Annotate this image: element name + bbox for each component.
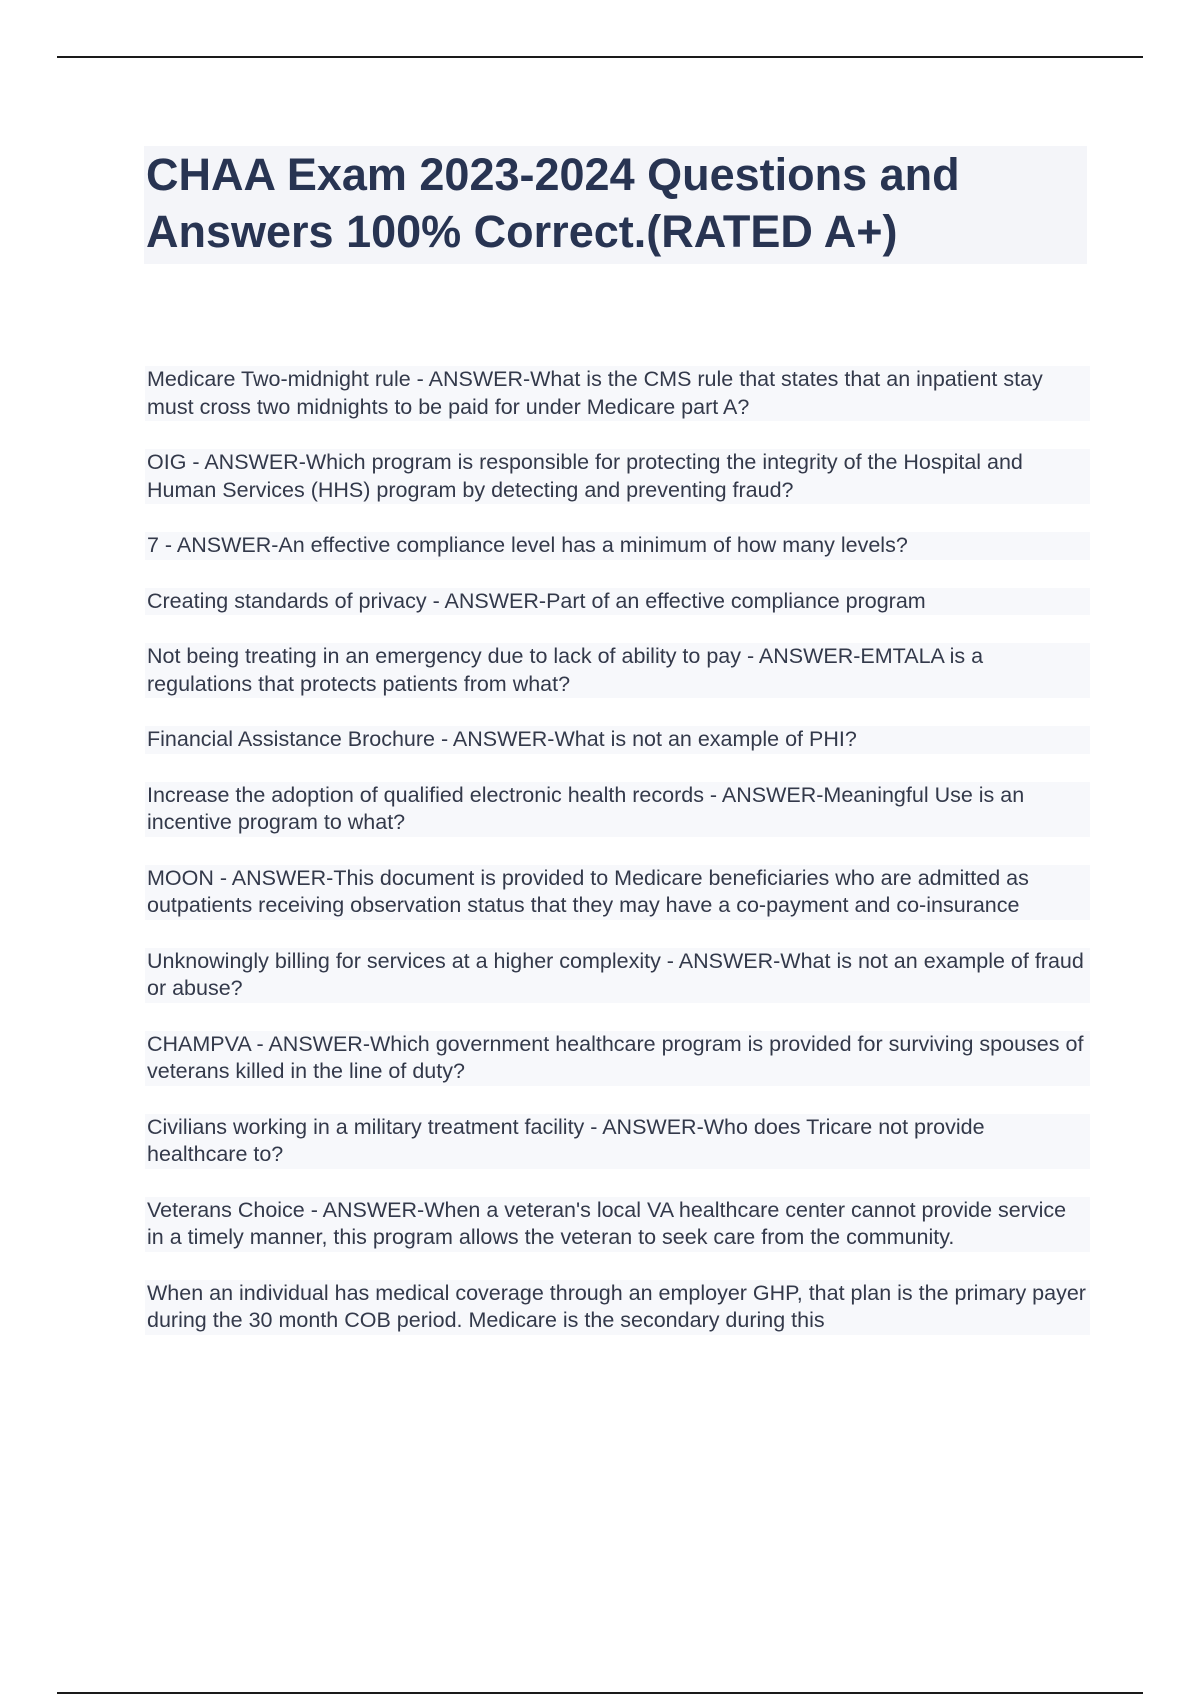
qa-item: When an individual has medical coverage through an employer GHP, that plan is the primary payer during the 30 month COB period. Medicare is the secondary during this xyxy=(145,1280,1090,1335)
qa-item: Civilians working in a military treatment facility - ANSWER-Who does Tricare not provide healthcare to? xyxy=(145,1114,1090,1169)
qa-item: Creating standards of privacy - ANSWER-Part of an effective compliance program xyxy=(145,588,1090,616)
qa-item: Unknowingly billing for services at a higher complexity - ANSWER-What is not an example of fraud or abuse? xyxy=(145,948,1090,1003)
qa-item: Veterans Choice - ANSWER-When a veteran's local VA healthcare center cannot provide service in a timely manner, this program allows the veteran to seek care from the community. xyxy=(145,1197,1090,1252)
document-title: CHAA Exam 2023-2024 Questions and Answers 100% Correct.(RATED A+) xyxy=(146,149,960,257)
qa-item: OIG - ANSWER-Which program is responsible for protecting the integrity of the Hospital and Human Services (HHS) program by detecting and preventing fraud? xyxy=(145,449,1090,504)
qa-item: 7 - ANSWER-An effective compliance level has a minimum of how many levels? xyxy=(145,532,1090,560)
qa-item: CHAMPVA - ANSWER-Which government healthcare program is provided for surviving spouses of veterans killed in the line of duty? xyxy=(145,1031,1090,1086)
qa-item: Financial Assistance Brochure - ANSWER-What is not an example of PHI? xyxy=(145,726,1090,754)
header-rule xyxy=(57,56,1143,58)
qa-item: Medicare Two-midnight rule - ANSWER-What is the CMS rule that states that an inpatient stay must cross two midnights to be paid for under Medicare part A? xyxy=(145,366,1090,421)
qa-item: Increase the adoption of qualified electronic health records - ANSWER-Meaningful Use is an incentive program to what? xyxy=(145,782,1090,837)
footer-rule xyxy=(57,1692,1143,1694)
qa-list xyxy=(145,366,1090,1363)
qa-item: MOON - ANSWER-This document is provided to Medicare beneficiaries who are admitted as outpatients receiving observation status that they may have a co-payment and co-insurance xyxy=(145,865,1090,920)
qa-item: Not being treating in an emergency due to lack of ability to pay - ANSWER-EMTALA is a regulations that protects patients from what? xyxy=(145,643,1090,698)
title-block xyxy=(144,146,1087,264)
